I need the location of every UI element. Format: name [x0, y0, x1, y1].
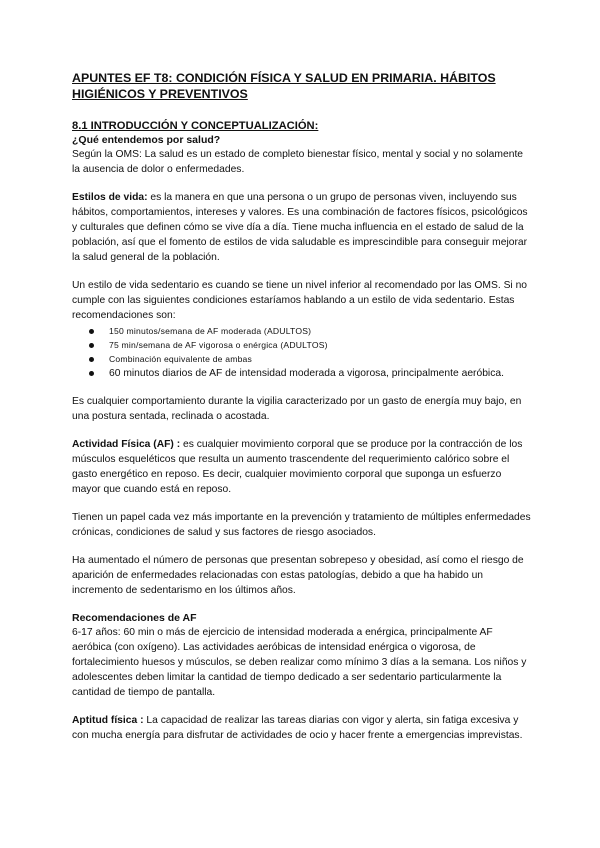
bullet-icon	[89, 329, 94, 334]
bullet-icon	[89, 343, 94, 348]
section-heading: 8.1 INTRODUCCIÓN Y CONCEPTUALIZACIÓN:	[72, 120, 319, 132]
actividad-label: Actividad Física (AF) :	[72, 439, 181, 450]
actividad-paragraph	[72, 437, 532, 497]
list-item: Combinación equivalente de ambas	[72, 352, 532, 366]
recomendaciones-paragraph: 6-17 años: 60 min o más de ejercicio de intensidad moderada a enérgica, principalmente AF aeróbica (con oxígeno). Las actividades aeróbicas de intensidad enérgica o vigorosa, de fortalecimiento huesos y músculos, se deben realizar como mínimo 3 días a la semana. Los niños y adolescentes deben limitar la cantidad de tiempo dedicado a ser sedentario particularmente la cantidad de tiempo de pantalla.	[72, 627, 527, 698]
recommendation-list	[72, 324, 532, 381]
bullet-icon	[89, 371, 94, 376]
bullet-icon	[89, 357, 94, 362]
aptitud-paragraph	[72, 713, 532, 743]
sedentario-paragraph: Un estilo de vida sedentario es cuando se tiene un nivel inferior al recomendado por las OMS. Si no cumple con las siguientes condiciones estaríamos hablando a un estilo de vida sedentario. Estas recomendaciones son:	[72, 280, 528, 321]
list-item: 150 minutos/semana de AF moderada (ADULTOS)	[72, 324, 532, 338]
recomendaciones-heading: Recomendaciones de AF	[72, 612, 197, 624]
page-title: APUNTES EF T8: CONDICIÓN FÍSICA Y SALUD EN PRIMARIA. HÁBITOS HIGIÉNICOS Y PREVENTIVOS	[72, 71, 496, 101]
papel-paragraph: Tienen un papel cada vez más importante en la prevención y tratamiento de múltiples enfermedades crónicas, condiciones de salud y sus factores de riesgo asociados.	[72, 512, 531, 538]
document-content	[72, 70, 532, 743]
salud-definition: Según la OMS: La salud es un estado de completo bienestar físico, mental y social y no solamente la ausencia de dolor o enfermedades.	[72, 149, 524, 175]
salud-question: ¿Qué entendemos por salud?	[72, 134, 221, 146]
list-item: 75 min/semana de AF vigorosa o enérgica (ADULTOS)	[72, 338, 532, 352]
aptitud-label: Aptitud física :	[72, 715, 144, 726]
estilos-text: es la manera en que una persona o un grupo de personas viven, incluyendo sus hábitos, comportamientos, intereses y valores. Es una combinación de factores físicos, psicológicos y culturales que definen cómo se vive día a día. Tiene mucha influencia en el estado de salud de la población, así que el fomento de estilos de vida saludable es imprescindible para conseguir mejorar la salud general de la población.	[72, 192, 528, 263]
list-item: 60 minutos diarios de AF de intensidad moderada a vigorosa, principalmente aeróbica.	[72, 366, 532, 381]
estilos-label: Estilos de vida:	[72, 192, 148, 203]
sobrepeso-paragraph: Ha aumentado el número de personas que presentan sobrepeso y obesidad, así como el riesgo de aparición de enfermedades relacionadas con estas patologías, debido a que ha habido un incremento de sedentarismo en los últimos años.	[72, 555, 524, 596]
comportamiento-paragraph: Es cualquier comportamiento durante la vigilia caracterizado por un gasto de energía muy bajo, en una postura sentada, reclinada o acostada.	[72, 396, 522, 422]
estilos-paragraph	[72, 190, 532, 265]
actividad-text: es cualquier movimiento corporal que se produce por la contracción de los músculos esqueléticos que resulta un aumento trascendente del requerimiento calórico sobre el gasto energético en reposo. Es decir, cualquier movimiento corporal que suponga un esfuerzo mayor que cuando está en reposo.	[72, 439, 523, 495]
aptitud-text: La capacidad de realizar las tareas diarias con vigor y alerta, sin fatiga excesiva y con mucha energía para disfrutar de actividades de ocio y hacer frente a emergencias imprevistas.	[72, 715, 523, 741]
